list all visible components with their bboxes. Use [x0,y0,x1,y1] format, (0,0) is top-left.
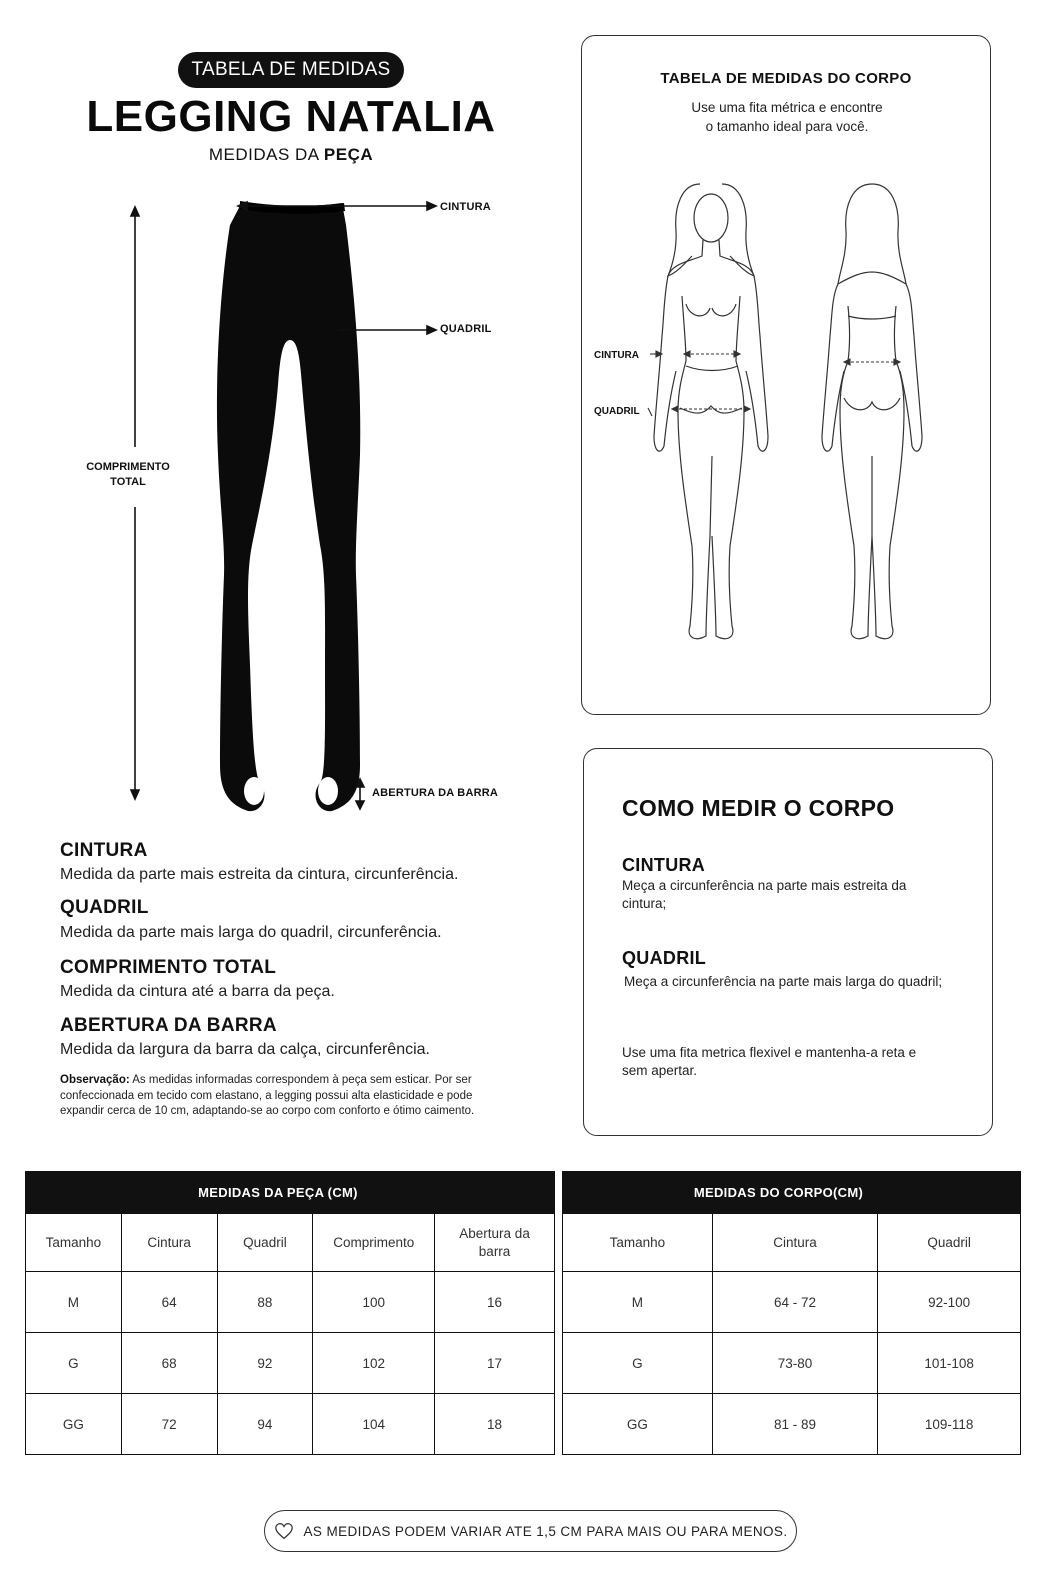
column-header: Tamanho [563,1214,713,1272]
table-cell: M [26,1272,122,1333]
table-cell: M [563,1272,713,1333]
body-panel-text-line2: o tamanho ideal para você. [705,119,869,134]
table-cell: GG [26,1394,122,1455]
table-cell: 64 [121,1272,217,1333]
table-row [563,1272,1021,1333]
table-row [563,1333,1021,1394]
piece-table-header-row [26,1172,555,1214]
table-cell: 101-108 [878,1333,1021,1394]
subtitle-bold: PEÇA [323,145,374,164]
column-header: Cintura [121,1214,217,1272]
body-label-waist: CINTURA [594,350,639,361]
def-waist-title: CINTURA [60,840,148,861]
column-header: Quadril [217,1214,313,1272]
table-cell: 64 - 72 [712,1272,878,1333]
def-hip-title: QUADRIL [60,897,149,918]
table-cell: 17 [435,1333,555,1394]
piece-table-header: MEDIDAS DA PEÇA (CM) [121,1172,434,1214]
front-measure-lines [648,351,750,416]
body-label-hip: QUADRIL [594,406,640,417]
table-cell: 94 [217,1394,313,1455]
table-cell: 81 - 89 [712,1394,878,1455]
body-measurements-panel [581,35,991,715]
length-arrow [131,207,139,799]
header-tag: TABELA DE MEDIDAS [178,52,404,88]
table-cell: 73-80 [712,1333,878,1394]
garment-label-length-line2: TOTAL [110,476,146,488]
column-header: Quadril [878,1214,1021,1272]
table-cell: 16 [435,1272,555,1333]
how-to-measure-panel [583,748,993,1136]
page-subtitle [60,145,522,165]
table-row [563,1394,1021,1455]
column-header: Comprimento [313,1214,435,1272]
table-cell: 18 [435,1394,555,1455]
body-table-header-row [563,1172,1021,1214]
table-row [26,1333,555,1394]
subtitle-prefix: MEDIDAS DA [208,145,324,164]
column-header: Tamanho [26,1214,122,1272]
observation-note [60,1073,510,1120]
table-cell: 72 [121,1394,217,1455]
table-cell: 92-100 [878,1272,1021,1333]
front-figure [654,184,768,639]
garment-label-waist: CINTURA [440,201,491,213]
body-panel-text-line1: Use uma fita métrica e encontre [691,100,883,115]
piece-table-header-spacer [26,1172,122,1214]
back-figure [822,184,922,639]
body-measurements-table [562,1171,1021,1455]
back-measure-lines [844,359,900,365]
legging-shape [217,202,360,811]
def-hip-text: Medida da parte mais larga do quadril, circunferência. [60,924,442,941]
table-cell: 88 [217,1272,313,1333]
def-hem-title: ABERTURA DA BARRA [60,1015,277,1036]
table-cell: 104 [313,1394,435,1455]
piece-table-columns [26,1214,555,1272]
column-header: Abertura da barra [435,1214,555,1272]
table-cell: 102 [313,1333,435,1394]
column-header: Cintura [712,1214,878,1272]
observation-label: Observação: [60,1074,130,1086]
body-table-columns [563,1214,1021,1272]
body-panel-title: TABELA DE MEDIDAS DO CORPO [660,70,912,87]
footer-note [264,1510,797,1552]
howto-waist-title: CINTURA [622,855,706,875]
footer-text: AS MEDIDAS PODEM VARIAR ATE 1,5 CM PARA MAIS OU PARA MENOS. [303,1523,788,1539]
piece-measurements-table [25,1171,555,1455]
table-cell: 109-118 [878,1394,1021,1455]
hem-arrow [356,779,364,809]
howto-tip-text: Use uma fita metrica flexivel e mantenha-a reta e sem apertar. [622,1045,917,1078]
howto-hip-text: Meça a circunferência na parte mais larga do quadril; [624,974,943,989]
def-hem-text: Medida da largura da barra da calça, circunferência. [60,1041,430,1058]
page-title: LEGGING NATALIA [86,92,496,141]
observation-text: As medidas informadas correspondem à peça sem esticar. Por ser confeccionada em tecido com elastano, a legging possui alta elasticidade e pode expandir cerca de 10 cm, adaptando-se ao corpo com conforto e ótimo caimento. [60,1074,475,1117]
table-cell: GG [563,1394,713,1455]
table-cell: 92 [217,1333,313,1394]
howto-waist-text: Meça a circunferência na parte mais estreita da cintura; [622,878,907,911]
table-cell: G [563,1333,713,1394]
howto-title: COMO MEDIR O CORPO [622,795,895,821]
body-panel-text [622,98,952,136]
garment-label-hip: QUADRIL [440,323,492,335]
garment-label-length [78,460,178,490]
table-row [26,1272,555,1333]
table-cell: 100 [313,1272,435,1333]
howto-hip-title: QUADRIL [622,948,707,968]
def-waist-text: Medida da parte mais estreita da cintura, circunferência. [60,866,459,883]
table-cell: 68 [121,1333,217,1394]
table-row [26,1394,555,1455]
table-cell: G [26,1333,122,1394]
def-length-text: Medida da cintura até a barra da peça. [60,983,335,1000]
heart-icon [274,1522,294,1540]
piece-table-header-spacer [435,1172,555,1214]
body-figures-illustration [582,176,990,676]
garment-label-length-line1: COMPRIMENTO [86,461,170,473]
body-table-header: MEDIDAS DO CORPO(CM) [563,1172,1021,1214]
legging-illustration [70,185,450,825]
garment-label-hem: ABERTURA DA BARRA [372,787,499,799]
def-length-title: COMPRIMENTO TOTAL [60,957,277,978]
